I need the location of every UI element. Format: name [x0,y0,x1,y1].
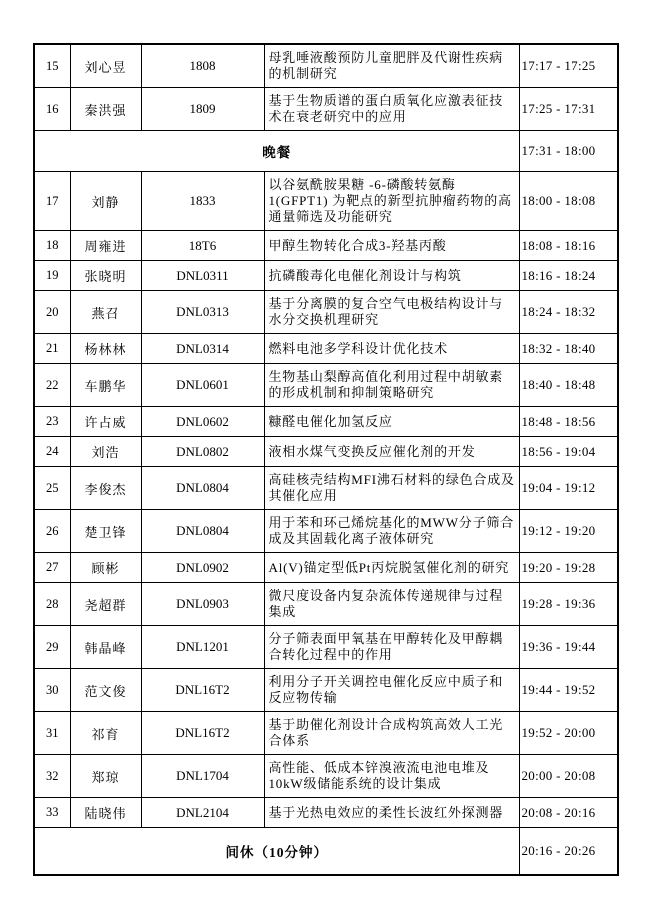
row-number: 26 [34,510,70,553]
time-slot: 18:56 - 19:04 [519,437,618,467]
presenter-name: 刘心昱 [70,44,141,88]
time-slot: 17:25 - 17:31 [519,88,618,131]
time-slot: 18:16 - 18:24 [519,261,618,291]
time-slot: 19:44 - 19:52 [519,669,618,712]
row-number: 21 [34,334,70,364]
group-code: 1833 [141,172,264,231]
talk-title: 基于分离膜的复合空气电极结构设计与水分交换机理研究 [264,291,519,334]
table-row [34,88,618,131]
talk-title: 燃料电池多学科设计优化技术 [264,334,519,364]
time-slot: 19:36 - 19:44 [519,626,618,669]
presenter-name: 秦洪强 [70,88,141,131]
group-code: DNL0903 [141,583,264,626]
talk-title: 高性能、低成本锌溴液流电池电堆及10kW级储能系统的设计集成 [264,755,519,798]
time-slot: 18:40 - 18:48 [519,364,618,407]
time-slot: 18:32 - 18:40 [519,334,618,364]
talk-title: 生物基山梨醇高值化利用过程中胡敏素的形成机制和抑制策略研究 [264,364,519,407]
group-code: DNL1201 [141,626,264,669]
talk-title: 微尺度设备内复杂流体传递规律与过程集成 [264,583,519,626]
presenter-name: 郑琼 [70,755,141,798]
row-number: 29 [34,626,70,669]
row-number: 31 [34,712,70,755]
group-code: DNL0804 [141,510,264,553]
row-number: 20 [34,291,70,334]
group-code: 18T6 [141,231,264,261]
time-slot: 17:31 - 18:00 [519,131,618,172]
group-code: DNL2104 [141,798,264,828]
group-code: DNL0902 [141,553,264,583]
time-slot: 18:48 - 18:56 [519,407,618,437]
time-slot: 18:00 - 18:08 [519,172,618,231]
table-row [34,172,618,231]
table-row [34,364,618,407]
presenter-name: 范文俊 [70,669,141,712]
time-slot: 19:28 - 19:36 [519,583,618,626]
group-code: DNL0802 [141,437,264,467]
group-code: 1808 [141,44,264,88]
row-number: 30 [34,669,70,712]
table-row [34,261,618,291]
talk-title: 用于苯和环己烯烷基化的MWW分子筛合成及其固载化离子液体研究 [264,510,519,553]
row-number: 33 [34,798,70,828]
row-number: 24 [34,437,70,467]
presenter-name: 周雍进 [70,231,141,261]
row-number: 17 [34,172,70,231]
presenter-name: 陆晓伟 [70,798,141,828]
group-code: DNL0313 [141,291,264,334]
row-number: 15 [34,44,70,88]
row-number: 19 [34,261,70,291]
table-row [34,231,618,261]
time-slot: 19:52 - 20:00 [519,712,618,755]
group-code: DNL0601 [141,364,264,407]
time-slot: 18:24 - 18:32 [519,291,618,334]
table-row [34,755,618,798]
presenter-name: 车鹏华 [70,364,141,407]
talk-title: 母乳唾液酸预防儿童肥胖及代谢性疾病的机制研究 [264,44,519,88]
table-row [34,626,618,669]
presenter-name: 祁育 [70,712,141,755]
time-slot: 19:04 - 19:12 [519,467,618,510]
row-number: 23 [34,407,70,437]
table-row [34,334,618,364]
row-number: 16 [34,88,70,131]
presenter-name: 楚卫锋 [70,510,141,553]
table-row [34,510,618,553]
talk-title: 基于光热电效应的柔性长波红外探测器 [264,798,519,828]
time-slot: 20:08 - 20:16 [519,798,618,828]
presenter-name: 尧超群 [70,583,141,626]
talk-title: 分子筛表面甲氧基在甲醇转化及甲醇耦合转化过程中的作用 [264,626,519,669]
talk-title: Al(V)锚定型低Pt丙烷脱氢催化剂的研究 [264,553,519,583]
table-row [34,669,618,712]
talk-title: 基于生物质谱的蛋白质氧化应激表征技术在衰老研究中的应用 [264,88,519,131]
presenter-name: 燕召 [70,291,141,334]
table-row [34,467,618,510]
table-row [34,44,618,88]
row-number: 22 [34,364,70,407]
break-row [34,828,618,876]
row-number: 18 [34,231,70,261]
table-row [34,291,618,334]
table-row [34,437,618,467]
presenter-name: 刘浩 [70,437,141,467]
group-code: DNL16T2 [141,712,264,755]
time-slot: 18:08 - 18:16 [519,231,618,261]
row-number: 25 [34,467,70,510]
group-code: DNL0314 [141,334,264,364]
group-code: DNL0311 [141,261,264,291]
presenter-name: 杨林林 [70,334,141,364]
talk-title: 液相水煤气变换反应催化剂的开发 [264,437,519,467]
talk-title: 甲醇生物转化合成3-羟基丙酸 [264,231,519,261]
talk-title: 以谷氨酰胺果糖 -6-磷酸转氨酶 1(GFPT1) 为靶点的新型抗肿瘤药物的高通量筛选及功能研究 [264,172,519,231]
table-row [34,712,618,755]
table-row [34,798,618,828]
presenter-name: 韩晶峰 [70,626,141,669]
row-number: 28 [34,583,70,626]
presenter-name: 李俊杰 [70,467,141,510]
group-code: DNL0804 [141,467,264,510]
time-slot: 19:20 - 19:28 [519,553,618,583]
time-slot: 20:00 - 20:08 [519,755,618,798]
table-row [34,407,618,437]
schedule-table-body [34,44,618,875]
table-row [34,583,618,626]
group-code: DNL1704 [141,755,264,798]
group-code: 1809 [141,88,264,131]
talk-title: 基于助催化剂设计合成构筑高效人工光合体系 [264,712,519,755]
presenter-name: 刘静 [70,172,141,231]
presenter-name: 许占威 [70,407,141,437]
talk-title: 高硅核壳结构MFI沸石材料的绿色合成及其催化应用 [264,467,519,510]
group-code: DNL0602 [141,407,264,437]
presenter-name: 张晓明 [70,261,141,291]
schedule-table [33,43,619,876]
row-number: 27 [34,553,70,583]
break-label: 晚餐 [34,131,519,172]
table-row [34,553,618,583]
break-label: 间休（10分钟） [34,828,519,876]
presenter-name: 顾彬 [70,553,141,583]
row-number: 32 [34,755,70,798]
talk-title: 糠醛电催化加氢反应 [264,407,519,437]
time-slot: 19:12 - 19:20 [519,510,618,553]
talk-title: 抗磷酸毒化电催化剂设计与构筑 [264,261,519,291]
talk-title: 利用分子开关调控电催化反应中质子和反应物传输 [264,669,519,712]
time-slot: 17:17 - 17:25 [519,44,618,88]
break-row [34,131,618,172]
time-slot: 20:16 - 20:26 [519,828,618,876]
group-code: DNL16T2 [141,669,264,712]
